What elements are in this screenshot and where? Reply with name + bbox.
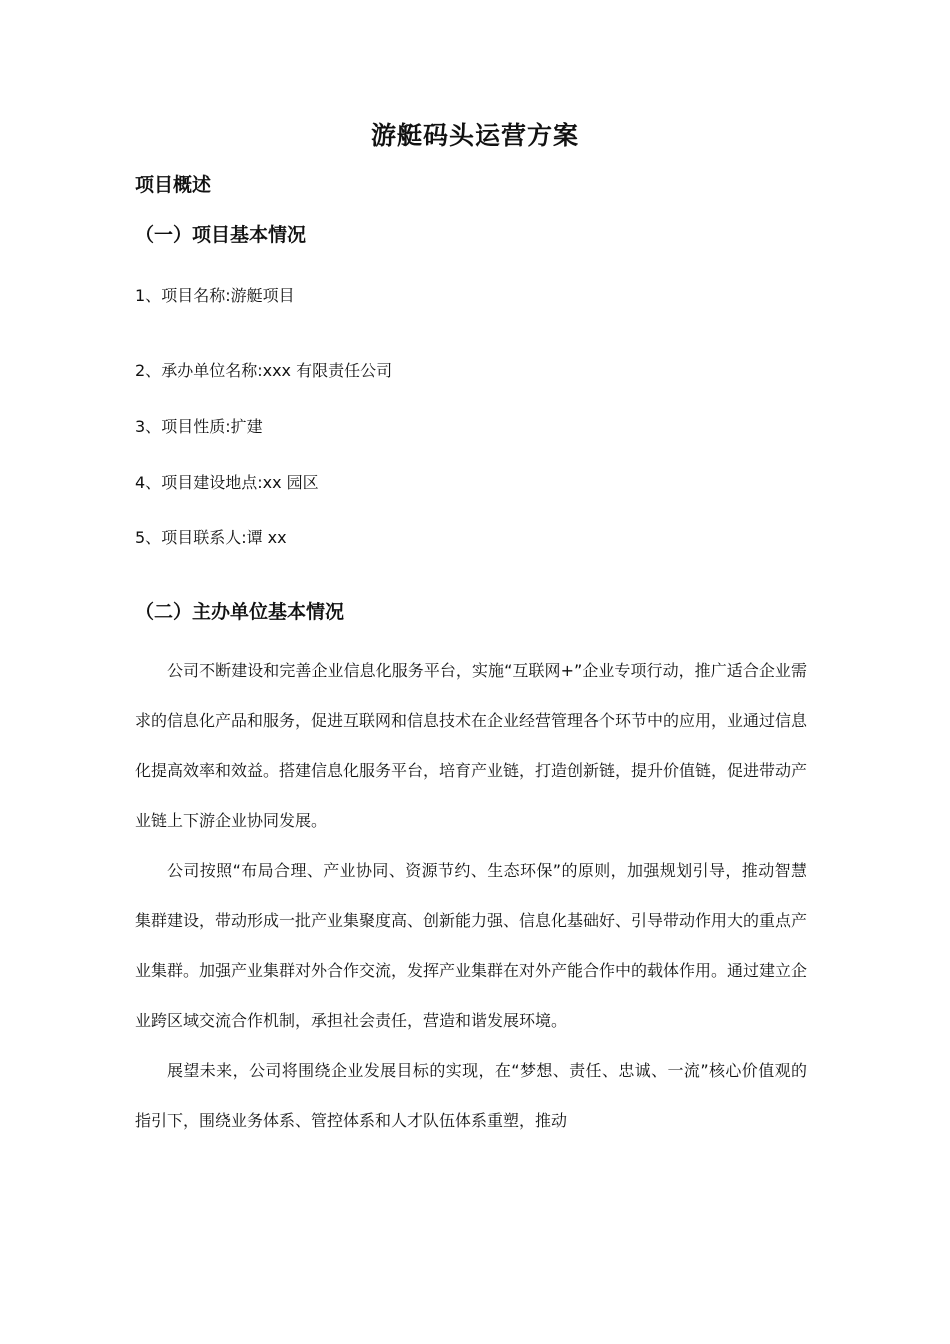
info-item-label: 项目建设地点 bbox=[161, 473, 258, 492]
info-item-number: 1、 bbox=[135, 286, 162, 305]
info-item-contact bbox=[135, 525, 287, 548]
info-item-number: 3、 bbox=[135, 417, 162, 436]
paragraph: 公司不断建设和完善企业信息化服务平台，实施“互联网+”企业专项行动，推广适合企业需求的信息化产品和服务，促进互联网和信息技术在企业经营管理各个环节中的应用，业通过信息化提高效率和效益。搭建信息化服务平台，培育产业链，打造创新链，提升价值链，促进带动产业链上下游企业协同发展。 bbox=[135, 661, 808, 830]
info-item-separator: : bbox=[257, 473, 263, 492]
info-item-value: 游艇项目 bbox=[230, 286, 295, 305]
info-item-value: 扩建 bbox=[230, 417, 263, 436]
info-item-value: xxx 有限责任公司 bbox=[262, 361, 393, 380]
info-item-separator: : bbox=[225, 286, 231, 305]
section-heading-project-overview: 项目概述 bbox=[135, 174, 212, 196]
info-item-label: 项目名称 bbox=[161, 286, 226, 305]
info-item-value: 谭 xx bbox=[246, 528, 287, 547]
info-item-label: 项目联系人 bbox=[161, 528, 242, 547]
organizer-description bbox=[135, 646, 807, 1146]
info-item-label: 承办单位名称 bbox=[161, 361, 258, 380]
paragraph: 展望未来，公司将围绕企业发展目标的实现，在“梦想、责任、忠诚、一流”核心价值观的指引下，围绕业务体系、管控体系和人才队伍体系重塑，推动 bbox=[135, 1061, 807, 1130]
info-item-separator: : bbox=[257, 361, 263, 380]
paragraph: 公司按照“布局合理、产业协同、资源节约、生态环保”的原则，加强规划引导，推动智慧集群建设，带动形成一批产业集聚度高、创新能力强、信息化基础好、引导带动作用大的重点产业集群。加强产业集群对外合作交流，发挥产业集群在对外产能合作中的载体作用。通过建立企业跨区域交流合作机制，承担社会责任，营造和谐发展环境。 bbox=[135, 861, 808, 1030]
info-item-project-nature bbox=[135, 414, 263, 437]
info-item-location bbox=[135, 470, 319, 493]
info-item-organizer bbox=[135, 358, 392, 381]
info-item-label: 项目性质 bbox=[161, 417, 226, 436]
info-item-separator: : bbox=[241, 528, 247, 547]
info-item-number: 4、 bbox=[135, 473, 162, 492]
subsection-heading-basic-info: （一）项目基本情况 bbox=[135, 224, 307, 246]
subsection-heading-organizer-info: （二）主办单位基本情况 bbox=[135, 601, 345, 623]
info-item-number: 2、 bbox=[135, 361, 162, 380]
info-item-number: 5、 bbox=[135, 528, 162, 547]
info-item-value: xx 园区 bbox=[262, 473, 319, 492]
info-item-project-name bbox=[135, 283, 295, 306]
document-title: 游艇码头运营方案 bbox=[370, 121, 579, 150]
info-item-separator: : bbox=[225, 417, 231, 436]
